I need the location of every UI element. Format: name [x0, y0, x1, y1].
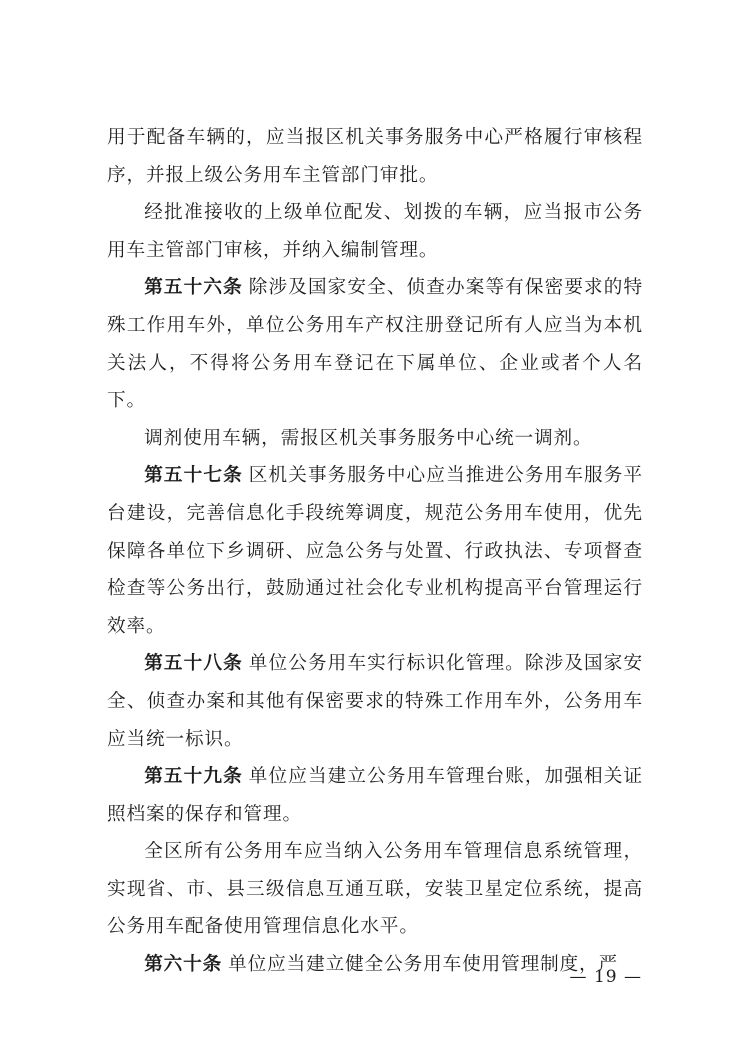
paragraph [107, 194, 643, 269]
article-number: 第五十九条 [144, 766, 243, 788]
paragraph-text: 全区所有公务用车应当纳入公务用车管理信息系统管理，实现省、市、县三级信息互通互联，安装卫星定位系统，提高公务用车配备使用管理信息化水平。 [107, 841, 643, 938]
page-number: — 19 — [569, 967, 642, 987]
paragraph-text: 区机关事务服务中心应当推进公务用车服务平台建设，完善信息化手段统筹调度，规范公务用车使用，优先保障各单位下乡调研、应急公务与处置、行政执法、专项督查检查等公务出行，鼓励通过社会化专业机构提高平台管理运行效率。 [107, 465, 643, 637]
paragraph-text: 调剂使用车辆，需报区机关事务服务中心统一调剂。 [144, 427, 593, 449]
paragraph-text: 单位应当建立健全公务用车使用管理制度，严 [228, 954, 619, 976]
article-number: 第五十六条 [144, 277, 243, 299]
article-number: 第五十七条 [144, 465, 243, 487]
paragraph-text: 经批准接收的上级单位配发、划拨的车辆，应当报市公务用车主管部门审核，并纳入编制管理。 [107, 202, 643, 261]
paragraph [107, 833, 643, 946]
document-body [107, 119, 643, 984]
article-paragraph [107, 758, 643, 833]
paragraph-text: 单位公务用车实行标识化管理。除涉及国家安全、侦查办案和其他有保密要求的特殊工作用车外，公务用车应当统一标识。 [107, 653, 643, 750]
article-paragraph [107, 269, 643, 419]
paragraph [107, 420, 643, 458]
article-number: 第五十八条 [144, 653, 243, 675]
paragraph-text: 除涉及国家安全、侦查办案等有保密要求的特殊工作用车外，单位公务用车产权注册登记所有人应当为本机关法人，不得将公务用车登记在下属单位、企业或者个人名下。 [107, 277, 643, 412]
article-paragraph [107, 946, 643, 984]
article-paragraph [107, 645, 643, 758]
paragraph [107, 119, 643, 194]
paragraph-text: 用于配备车辆的，应当报区机关事务服务中心严格履行审核程序，并报上级公务用车主管部门审批。 [107, 127, 643, 186]
article-number: 第六十条 [144, 954, 223, 976]
paragraph-text: 单位应当建立公务用车管理台账，加强相关证照档案的保存和管理。 [107, 766, 643, 825]
article-paragraph [107, 457, 643, 645]
